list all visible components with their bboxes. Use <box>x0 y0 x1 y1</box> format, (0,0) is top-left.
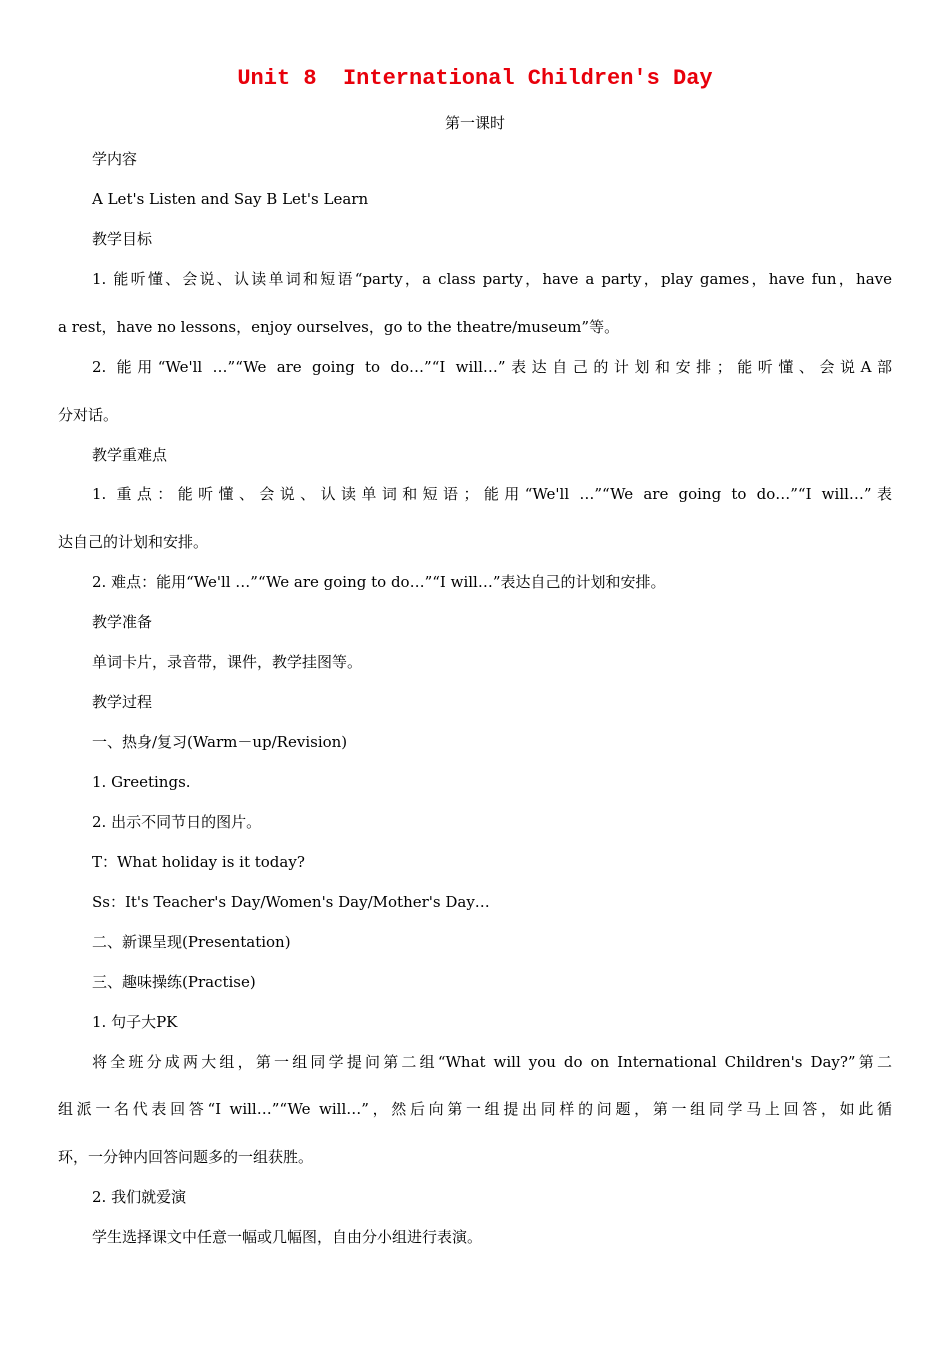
paragraph-difficult-point: 2. 难点：能用“We'll …”“We are going to do…”“I will…”表达自己的计划和安排。 <box>92 573 666 591</box>
section-heading-key-points: 教学重难点 <box>92 446 168 464</box>
paragraph-lesson-parts: A Let's Listen and Say B Let's Learn <box>92 190 369 208</box>
step-warm-up: 一、热身/复习(Warm－up/Revision) <box>92 733 348 751</box>
step-presentation: 二、新课呈现(Presentation) <box>92 933 291 951</box>
paragraph-key-point-line-2: 达自己的计划和安排。 <box>58 533 209 551</box>
step-practise: 三、趣味操练(Practise) <box>92 973 256 991</box>
step-show-pictures: 2. 出示不同节日的图片。 <box>92 813 262 831</box>
activity-sentence-pk: 1. 句子大PK <box>92 1013 178 1031</box>
paragraph-goal-1-line-2: a rest，have no lessons，enjoy ourselves，go to the theatre/museum”等。 <box>58 318 620 336</box>
document-subtitle: 第一课时 <box>444 114 505 132</box>
paragraph-goal-2-line-1: 2. 能用“We'll …”“We are going to do…”“I will…”表达自己的计划和安排；能听懂、会说A部 <box>92 358 892 376</box>
paragraph-pk-line-3: 环，一分钟内回答问题多的一组获胜。 <box>58 1148 314 1166</box>
paragraph-pk-line-1: 将全班分成两大组，第一组同学提问第二组“What will you do on International Children's Day?”第二 <box>92 1053 892 1071</box>
paragraph-role-play: 学生选择课文中任意一幅或几幅图，自由分小组进行表演。 <box>92 1228 483 1246</box>
paragraph-pk-line-2: 组派一名代表回答“I will…”“We will…”，然后向第一组提出同样的问题，第一组同学马上回答，如此循 <box>58 1100 892 1118</box>
paragraph-goal-1-line-1: 1. 能听懂、会说、认读单词和短语“party，a class party，have a party，play games，have fun，have <box>92 270 892 288</box>
step-greetings: 1. Greetings. <box>92 773 191 791</box>
dialogue-teacher: T：What holiday is it today? <box>92 853 305 871</box>
dialogue-students: Ss：It's Teacher's Day/Women's Day/Mother's Day… <box>92 893 490 911</box>
section-heading-preparation: 教学准备 <box>92 613 153 631</box>
section-heading-goals: 教学目标 <box>92 230 153 248</box>
paragraph-preparation: 单词卡片，录音带，课件，教学挂图等。 <box>92 653 363 671</box>
paragraph-key-point-line-1: 1. 重点：能听懂、会说、认读单词和短语；能用“We'll …”“We are going to do…”“I will…”表 <box>92 485 892 503</box>
paragraph-goal-2-line-2: 分对话。 <box>58 406 119 424</box>
activity-role-play: 2. 我们就爱演 <box>92 1188 187 1206</box>
document-title: Unit 8 International Children's Day <box>237 66 713 91</box>
section-heading-process: 教学过程 <box>92 693 153 711</box>
section-heading-content: 学内容 <box>92 150 138 168</box>
